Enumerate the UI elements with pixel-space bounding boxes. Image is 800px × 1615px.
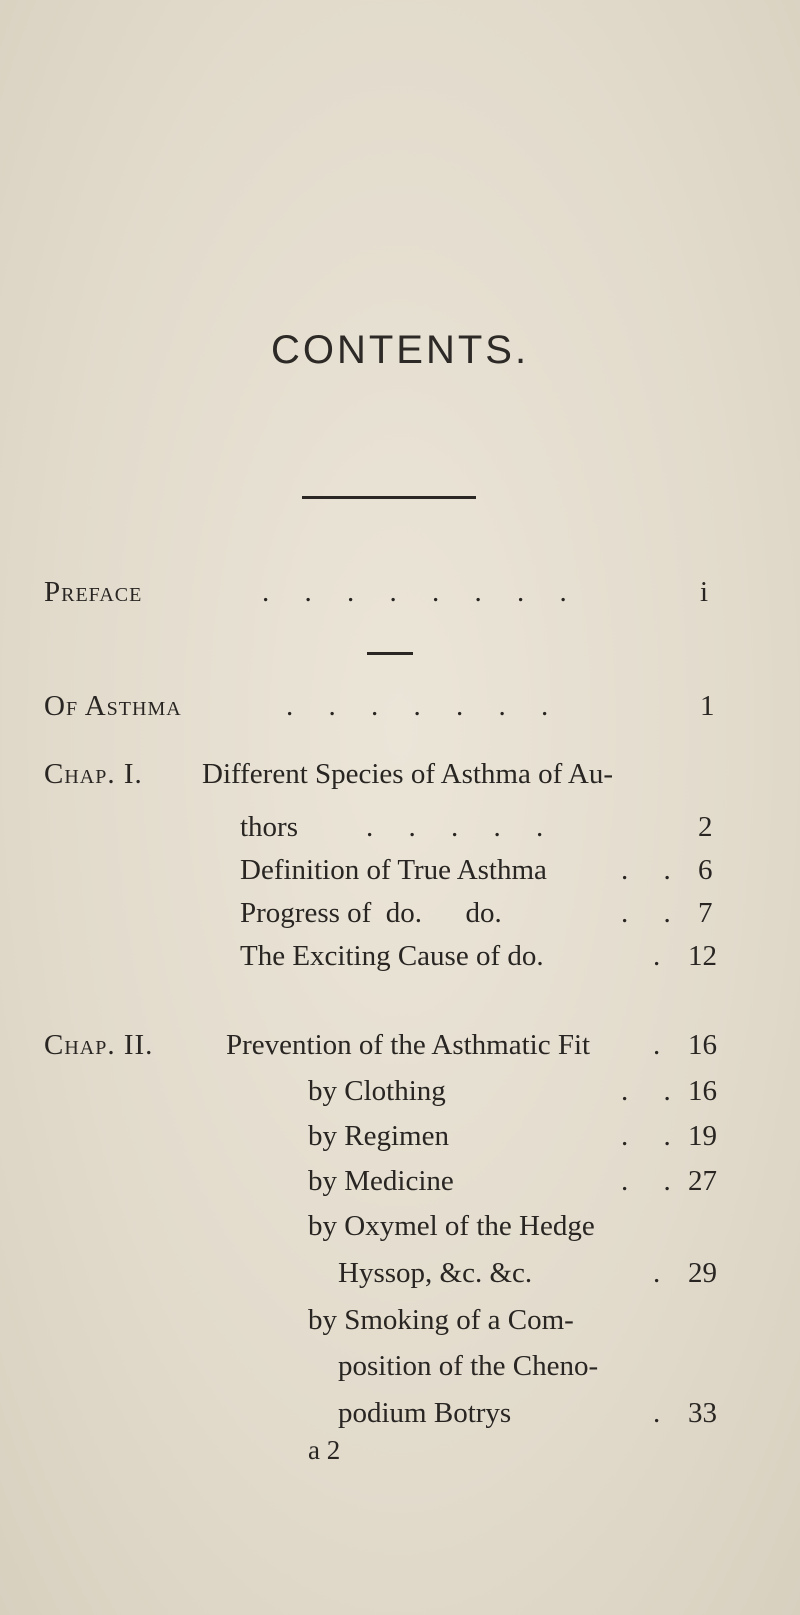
of-asthma-label: Of Asthma <box>44 690 182 722</box>
toc-entry-page: 2 <box>698 811 713 843</box>
toc-entry-dots: . . <box>621 1120 685 1152</box>
toc-entry-text: by Regimen <box>308 1120 449 1152</box>
toc-entry-text: podium Botrys <box>338 1397 512 1429</box>
toc-entry-page: 16 <box>688 1029 717 1061</box>
toc-entry-dots: . <box>653 1257 661 1289</box>
preface-label: Preface <box>44 576 143 608</box>
toc-entry-page: 27 <box>688 1165 717 1197</box>
toc-entry-page: 7 <box>698 897 713 929</box>
toc-entry-dots: . . . . . <box>366 811 558 843</box>
toc-entry-text: by Oxymel of the Hedge <box>308 1210 595 1242</box>
toc-entry-page: 33 <box>688 1397 717 1429</box>
toc-entry-text: Progress of do. do. <box>240 897 502 929</box>
toc-entry-text: Prevention of the Asthmatic Fit <box>226 1029 591 1061</box>
toc-entry-page: 12 <box>688 940 717 972</box>
divider-rule-short <box>367 652 413 655</box>
toc-entry-text: thors <box>240 811 298 843</box>
preface-page: i <box>700 576 709 608</box>
toc-entry-dots: . <box>653 1397 661 1429</box>
toc-entry-dots: . <box>653 1029 661 1061</box>
signature-mark: a 2 <box>308 1435 341 1465</box>
toc-entry-dots: . . <box>621 1165 685 1197</box>
toc-entry-text: by Medicine <box>308 1165 454 1197</box>
toc-entry-text: by Clothing <box>308 1075 446 1107</box>
toc-entry-dots: . . <box>621 1075 685 1107</box>
of-asthma-dots: . . . . . . . <box>286 690 563 722</box>
toc-entry-text: Hyssop, &c. &c. <box>338 1257 533 1289</box>
toc-entry-page: 16 <box>688 1075 717 1107</box>
toc-entry-dots: . . <box>621 854 685 886</box>
of-asthma-page: 1 <box>700 690 715 722</box>
toc-entry-text: Different Species of Asthma of Au- <box>202 758 614 790</box>
toc-entry-text: Definition of True Asthma <box>240 854 547 886</box>
toc-entry-text: position of the Cheno- <box>338 1350 599 1382</box>
page-title: CONTENTS. <box>270 328 530 372</box>
preface-dots: . . . . . . . . <box>262 576 581 608</box>
chapter-1-heading: Chap. I. <box>44 758 143 790</box>
chapter-2-heading: Chap. II. <box>44 1029 154 1061</box>
toc-entry-page: 6 <box>698 854 713 886</box>
divider-rule <box>302 496 476 499</box>
toc-entry-page: 29 <box>688 1257 717 1289</box>
toc-entry-text: by Smoking of a Com- <box>308 1304 574 1336</box>
toc-entry-dots: . <box>653 940 661 972</box>
toc-entry-dots: . . <box>621 897 685 929</box>
toc-entry-text: The Exciting Cause of do. <box>240 940 544 972</box>
toc-entry-page: 19 <box>688 1120 717 1152</box>
